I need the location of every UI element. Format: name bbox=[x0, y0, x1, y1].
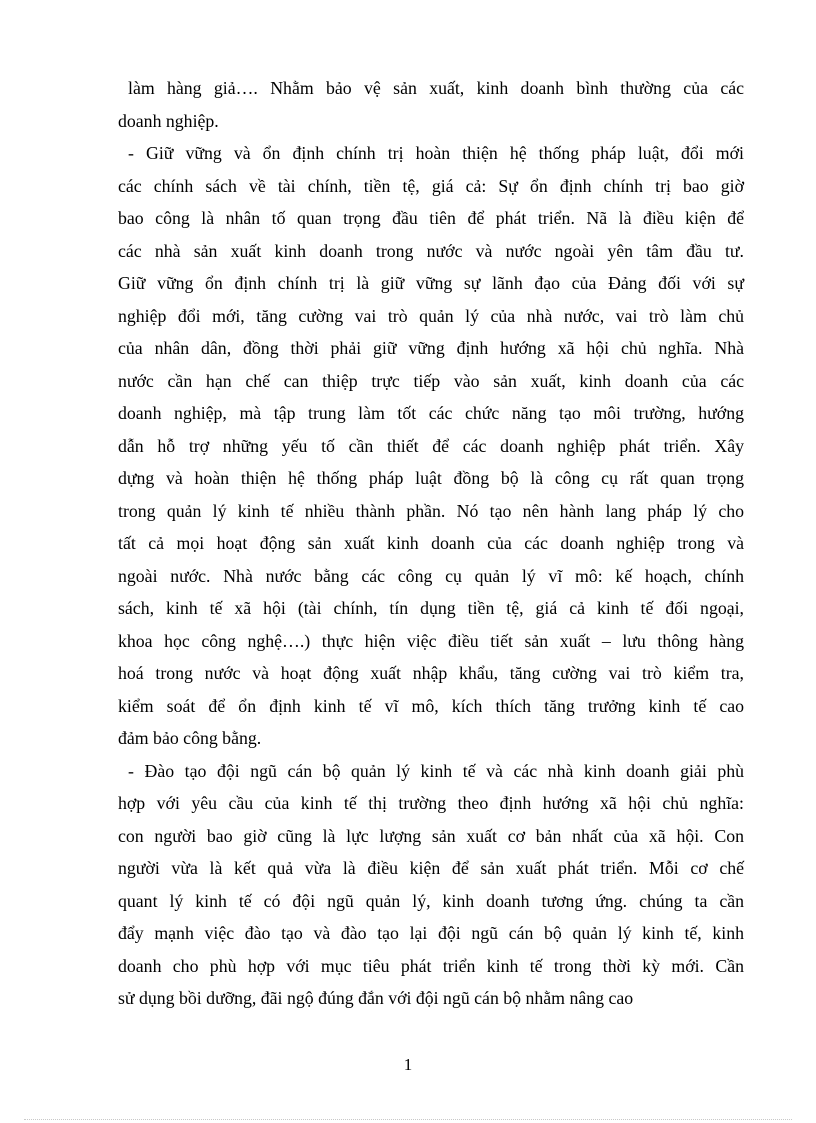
body-text bbox=[118, 72, 744, 1015]
text-line: các chính sách về tài chính, tiền tệ, giá cả: Sự ổn định chính trị bao giờ bbox=[118, 175, 744, 196]
text-line: các nhà sản xuất kinh doanh trong nước và nước ngoài yên tâm đầu tư. bbox=[118, 240, 744, 261]
text-line: bao công là nhân tố quan trọng đầu tiên để phát triển. Nã là điều kiện để bbox=[118, 208, 744, 228]
text-line: - Đào tạo đội ngũ cán bộ quản lý kinh tế và các nhà kinh doanh giải phù bbox=[128, 760, 744, 781]
text-line: tất cả mọi hoạt động sản xuất kinh doanh của các doanh nghiệp trong và bbox=[118, 533, 744, 553]
text-line: người vừa là kết quả vừa là điều kiện để sản xuất phát triển. Mỗi cơ chế bbox=[118, 858, 744, 878]
text-line: hoá trong nước và hoạt động xuất nhập khẩu, tăng cường vai trò kiểm tra, bbox=[118, 663, 744, 683]
text-line: hợp với yêu cầu của kinh tế thị trường theo định hướng xã hội chủ nghĩa: bbox=[118, 793, 744, 813]
text-line: doanh cho phù hợp với mục tiêu phát triển kinh tế trong thời kỳ mới. Cần bbox=[118, 955, 744, 976]
text-line: Giữ vững ổn định chính trị là giữ vững sự lãnh đạo của Đảng đối với sự bbox=[118, 273, 744, 293]
footer-divider bbox=[24, 1119, 792, 1120]
text-line: dẫn hỗ trợ những yếu tố cần thiết để các doanh nghiệp phát triển. Xây bbox=[118, 435, 744, 456]
text-line: nước cần hạn chế can thiệp trực tiếp vào sản xuất, kinh doanh của các bbox=[118, 370, 744, 391]
text-line: đẩy mạnh việc đào tạo và đào tạo lại đội ngũ cán bộ quản lý kinh tế, kinh bbox=[118, 923, 744, 943]
page-number: 1 bbox=[403, 1055, 413, 1074]
text-line: kiểm soát để ổn định kinh tế vĩ mô, kích thích tăng trưởng kinh tế cao bbox=[118, 695, 744, 716]
text-line: ngoài nước. Nhà nước bằng các công cụ quản lý vĩ mô: kế hoạch, chính bbox=[118, 565, 744, 586]
text-line: sách, kinh tế xã hội (tài chính, tín dụng tiền tệ, giá cả kinh tế đối ngoại, bbox=[118, 598, 744, 618]
text-line: - Giữ vững và ổn định chính trị hoàn thiện hệ thống pháp luật, đổi mới bbox=[128, 143, 744, 163]
text-line: dựng và hoàn thiện hệ thống pháp luật đồng bộ là công cụ rất quan trọng bbox=[118, 468, 744, 488]
text-line: doanh nghiệp. bbox=[118, 110, 219, 131]
text-line: trong quản lý kinh tế nhiều thành phần. Nó tạo nên hành lang pháp lý cho bbox=[118, 500, 744, 521]
text-line: nghiệp đổi mới, tăng cường vai trò quản lý của nhà nước, vai trò làm chủ bbox=[118, 305, 744, 326]
text-line: con người bao giờ cũng là lực lượng sản xuất cơ bản nhất của xã hội. Con bbox=[118, 825, 744, 846]
text-line: quant lý kinh tế có đội ngũ quản lý, kinh doanh tương ứng. chúng ta cần bbox=[118, 890, 744, 911]
text-line: doanh nghiệp, mà tập trung làm tốt các chức năng tạo môi trường, hướng bbox=[118, 403, 744, 423]
text-line: khoa học công nghệ….) thực hiện việc điều tiết sản xuất – lưu thông hàng bbox=[118, 630, 744, 651]
text-line: đảm bảo công bằng. bbox=[118, 728, 262, 748]
text-line: làm hàng giả…. Nhằm bảo vệ sản xuất, kinh doanh bình thường của các bbox=[128, 78, 744, 98]
text-line: của nhân dân, đồng thời phải giữ vững định hướng xã hội chủ nghĩa. Nhà bbox=[118, 338, 744, 358]
text-line: sử dụng bồi dưỡng, đãi ngộ đúng đắn với đội ngũ cán bộ nhằm nâng cao bbox=[118, 988, 634, 1008]
